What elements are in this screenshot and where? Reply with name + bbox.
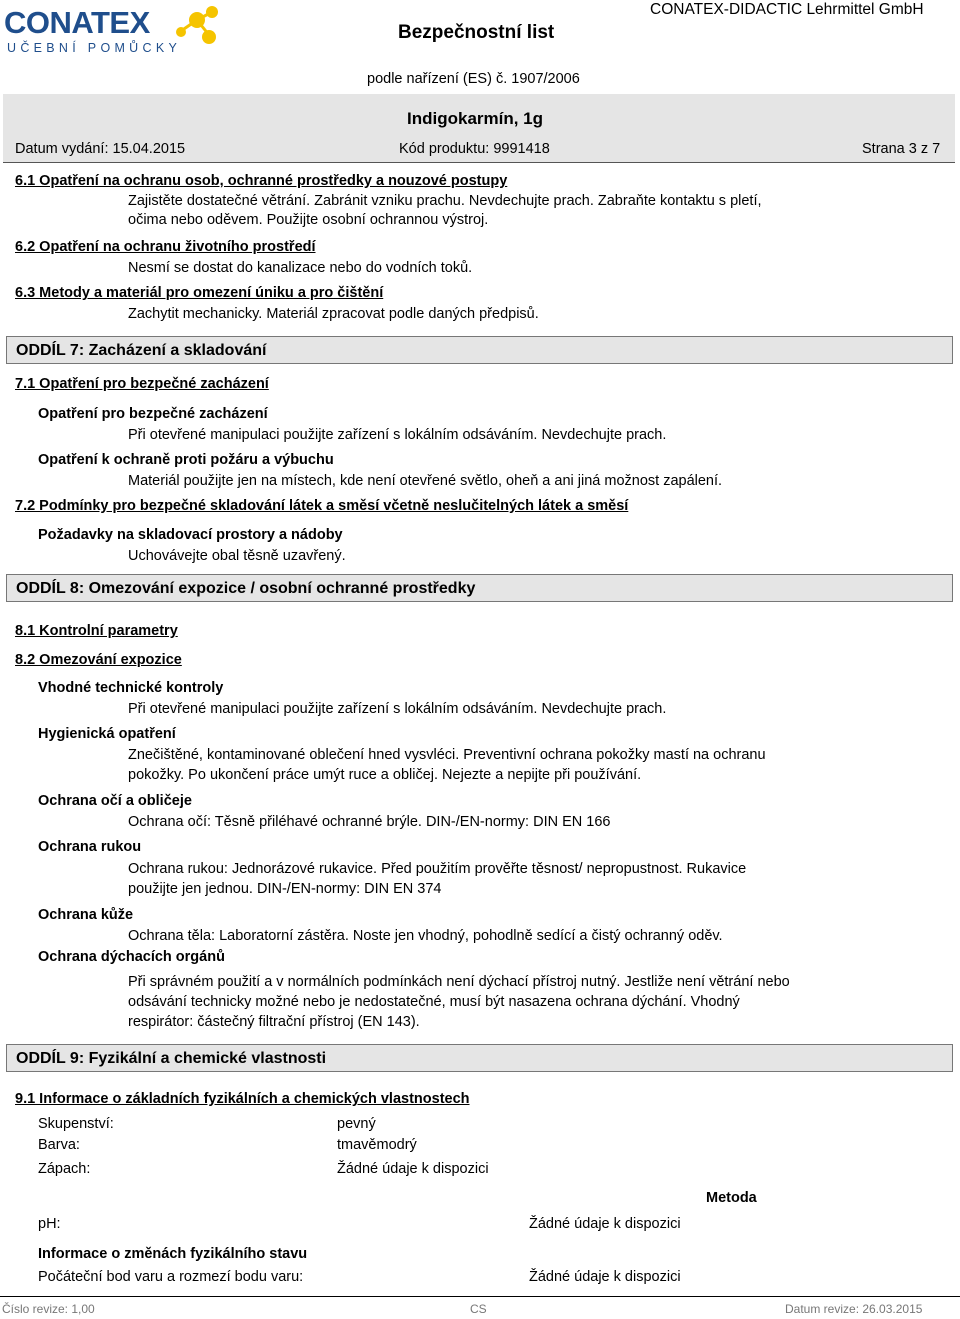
document-title: Bezpečnostní list	[398, 22, 555, 43]
value-color: tmavěmodrý	[337, 1137, 417, 1153]
regulation-text: podle nařízení (ES) č. 1907/2006	[367, 71, 580, 87]
label-technical-controls: Vhodné technické kontroly	[38, 680, 224, 696]
label-hygiene: Hygienická opatření	[38, 726, 176, 742]
label-fire-protection: Opatření k ochraně proti požáru a výbuchu	[38, 452, 334, 468]
label-safe-handling: Opatření pro bezpečné zacházení	[38, 406, 268, 422]
label-state-change: Informace o změnách fyzikálního stavu	[38, 1246, 308, 1262]
heading-6-1: 6.1 Opatření na ochranu osob, ochranné prostředky a nouzové postupy	[15, 173, 508, 189]
text-fire-protection: Materiál použijte jen na místech, kde není otevřené světlo, oheň a ani jiná možnost zapálení.	[128, 473, 723, 489]
text-skin-protection: Ochrana těla: Laboratorní zástěra. Noste jen vhodný, pohodlně sedící a čistý ochranný oděv.	[128, 928, 723, 944]
label-boiling-point: Počáteční bod varu a rozmezí bodu varu:	[38, 1269, 304, 1285]
value-odor: Žádné údaje k dispozici	[337, 1161, 489, 1177]
heading-8-1: 8.1 Kontrolní parametry	[15, 623, 178, 639]
text-technical-controls: Při otevřené manipulaci použijte zařízení s lokálním odsáváním. Nevdechujte prach.	[128, 701, 667, 717]
page-number: Strana 3 z 7	[862, 141, 941, 157]
text-6-2: Nesmí se dostat do kanalizace nebo do vodních toků.	[128, 260, 473, 276]
label-skin-protection: Ochrana kůže	[38, 907, 134, 923]
heading-7-2: 7.2 Podmínky pro bezpečné skladování látek a směsí včetně neslučitelných látek a směsí	[15, 498, 629, 514]
text-hygiene-line2: pokožky. Po ukončení práce umýt ruce a obličej. Nejezte a nepijte při používání.	[128, 767, 642, 783]
value-state: pevný	[337, 1116, 376, 1132]
issue-date: Datum vydání: 15.04.2015	[15, 141, 186, 157]
footer-revision-number: Číslo revize: 1,00	[2, 1302, 95, 1316]
label-color: Barva:	[38, 1137, 80, 1153]
method-header: Metoda	[706, 1190, 757, 1206]
text-hygiene-line1: Znečištěné, kontaminované oblečení hned vysvléci. Preventivní ochrana pokožky mastí na ochranu	[128, 747, 766, 763]
footer-divider	[0, 1296, 960, 1297]
label-odor: Zápach:	[38, 1161, 91, 1177]
text-6-3: Zachytit mechanicky. Materiál zpracovat podle daných předpisů.	[128, 306, 539, 322]
label-respiratory: Ochrana dýchacích orgánů	[38, 949, 225, 965]
text-6-1-line2: očima nebo oděvem. Použijte osobní ochrannou výstroj.	[128, 212, 489, 228]
company-logo	[4, 4, 226, 60]
logo-wordmark: CONATEX	[4, 5, 150, 40]
text-eye-protection: Ochrana očí: Těsně přiléhavé ochranné brýle. DIN-/EN-normy: DIN EN 166	[128, 814, 611, 830]
logo-subtitle: UČEBNÍ POMŮCKY	[7, 41, 182, 55]
value-boiling-point: Žádné údaje k dispozici	[529, 1269, 681, 1285]
company-name: CONATEX-DIDACTIC Lehrmittel GmbH	[650, 1, 924, 18]
product-code: Kód produktu: 9991418	[399, 141, 550, 157]
text-respiratory-line1: Při správném použití a v normálních podmínkách není dýchací přístroj nutný. Jestliže není větrání nebo	[128, 974, 790, 990]
footer-revision-date: Datum revize: 26.03.2015	[785, 1302, 923, 1316]
label-hand-protection: Ochrana rukou	[38, 839, 142, 855]
heading-8-2: 8.2 Omezování expozice	[15, 652, 182, 668]
text-respiratory-line2: odsávání technicky možné nebo je nedostatečné, musí být nasazena ochrana dýchání. Vhodný	[128, 994, 740, 1010]
heading-7-1: 7.1 Opatření pro bezpečné zacházení	[15, 376, 269, 392]
heading-6-3: 6.3 Metody a materiál pro omezení úniku a pro čištění	[15, 285, 384, 301]
footer-language: CS	[470, 1302, 487, 1316]
product-name: Indigokarmín, 1g	[407, 109, 544, 128]
label-state: Skupenství:	[38, 1116, 114, 1132]
heading-9-1: 9.1 Informace o základních fyzikálních a chemických vlastnostech	[15, 1091, 470, 1107]
text-respiratory-line3: respirátor: částečný filtrační přístroj (EN 143).	[128, 1014, 420, 1030]
label-eye-protection: Ochrana očí a obličeje	[38, 793, 192, 809]
text-safe-handling: Při otevřené manipulaci použijte zařízení s lokálním odsáváním. Nevdechujte prach.	[128, 427, 667, 443]
section-7-title: ODDÍL 7: Zacházení a skladování	[16, 342, 267, 359]
section-9-title: ODDÍL 9: Fyzikální a chemické vlastnosti	[16, 1050, 327, 1067]
value-ph: Žádné údaje k dispozici	[529, 1216, 681, 1232]
label-storage: Požadavky na skladovací prostory a nádoby	[38, 527, 343, 543]
label-ph: pH:	[38, 1216, 61, 1232]
section-8-title: ODDÍL 8: Omezování expozice / osobní ochranné prostředky	[16, 580, 476, 597]
text-hand-protection-line1: Ochrana rukou: Jednorázové rukavice. Před použitím prověřte těsnost/ nepropustnost. Rukavice	[128, 861, 747, 877]
text-hand-protection-line2: použijte jen jednou. DIN-/EN-normy: DIN EN 374	[128, 881, 442, 897]
text-storage: Uchovávejte obal těsně uzavřený.	[128, 548, 346, 564]
text-6-1-line1: Zajistěte dostatečné větrání. Zabránit vzniku prachu. Nevdechujte prach. Zabraňte kontaktu s pletí,	[128, 193, 762, 209]
heading-6-2: 6.2 Opatření na ochranu životního prostředí	[15, 239, 316, 255]
